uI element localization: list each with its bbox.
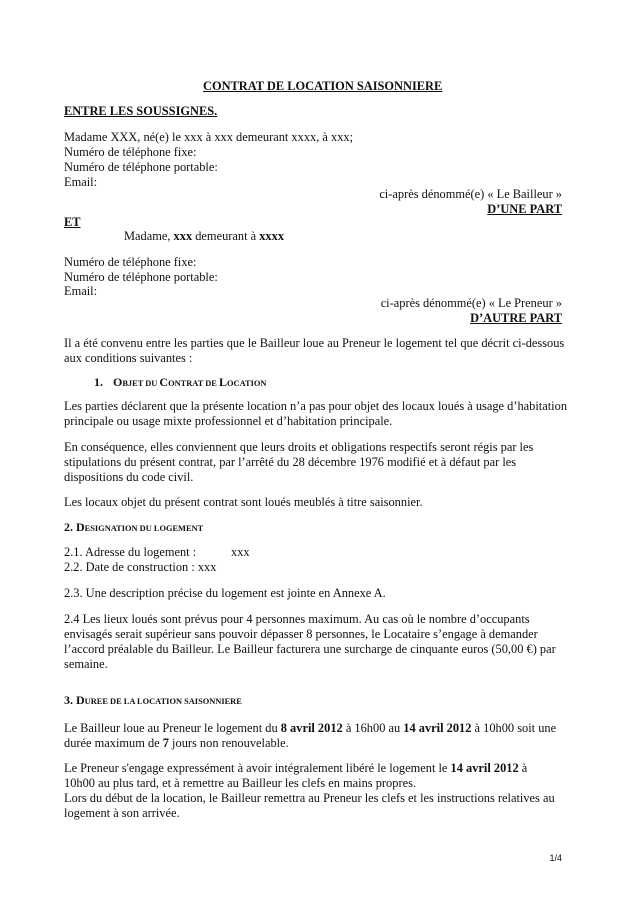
intro-line-1: Il a été convenu entre les parties que le Bailleur loue au Preneur le logement tel que décrit ci-dessous xyxy=(64,336,565,350)
section-3-p2-line-3: Lors du début de la location, le Bailleur remettra au Preneur les clefs et les instructions relatives au xyxy=(64,791,555,805)
preneur-identity xyxy=(124,229,284,244)
section-1-p2-line-3: dispositions du code civil. xyxy=(64,470,194,484)
bailleur-phone-fixed: Numéro de téléphone fixe: xyxy=(64,145,197,159)
preneur-prefix: Madame, xyxy=(124,229,174,243)
bailleur-part: D’UNE PART xyxy=(487,202,562,216)
end-date: 14 avril 2012 xyxy=(403,721,472,735)
section-2-heading: 2. DESIGNATION DU LOGEMENT xyxy=(64,520,204,534)
bailleur-designation: ci-après dénommé(e) « Le Bailleur » xyxy=(379,187,562,201)
section-1-p3: Les locaux objet du présent contrat sont loués meublés à titre saisonnier. xyxy=(64,495,423,509)
preneur-email: Email: xyxy=(64,284,98,298)
duration-days: 7 xyxy=(162,736,169,750)
page-number: 1/4 xyxy=(549,853,562,863)
section-1-number: 1. xyxy=(94,375,103,389)
intro-line-2: aux conditions suivantes : xyxy=(64,351,193,365)
section-2-p4-line-3: l’accord préalable du Bailleur. Le Bailleur facturera une surcharge de cinquante euros (50,00 €) par xyxy=(64,642,556,656)
section-2-p4-line-1: 2.4 Les lieux loués sont prévus pour 4 personnes maximum. Au cas où le nombre d’occupants xyxy=(64,612,530,626)
annexe-note: 2.3. Une description précise du logement est jointe en Annexe A. xyxy=(64,586,386,600)
parties-heading: ENTRE LES SOUSSIGNES. xyxy=(64,104,218,118)
section-3-p1-line-1: Le Bailleur loue au Preneur le logement du 8 avril 2012 à 16h00 au 14 avril 2012 à 10h00 soit une xyxy=(64,721,557,735)
departure-date: 14 avril 2012 xyxy=(450,761,519,775)
bailleur-email: Email: xyxy=(64,175,98,189)
construction-date: 2.2. Date de construction : xxx xyxy=(64,560,217,574)
address-label: 2.1. Adresse du logement : xyxy=(64,545,197,559)
bailleur-identity: Madame XXX, né(e) le xxx à xxx demeurant xxxx, à xxx; xyxy=(64,130,354,144)
preneur-name: xxx xyxy=(173,229,193,243)
section-1-p1-line-2: principale ou usage mixte professionnel et d’habitation principale. xyxy=(64,414,393,428)
bailleur-phone-mobile: Numéro de téléphone portable: xyxy=(64,160,218,174)
section-1-heading: 1. OBJET DU CONTRAT DE LOCATION xyxy=(94,375,267,389)
preneur-mid: demeurant à xyxy=(192,229,260,243)
preneur-phone-fixed: Numéro de téléphone fixe: xyxy=(64,255,197,269)
address-value: xxx xyxy=(231,545,250,559)
preneur-part: D’AUTRE PART xyxy=(470,311,562,325)
section-2-p4-line-4: semaine. xyxy=(64,657,108,671)
contract-title: CONTRAT DE LOCATION SAISONNIERE xyxy=(203,79,443,93)
preneur-designation: ci-après dénommé(e) « Le Preneur » xyxy=(380,296,562,310)
start-date: 8 avril 2012 xyxy=(280,721,343,735)
preneur-city: xxxx xyxy=(259,229,285,243)
section-3-p2-line-4: logement à son arrivée. xyxy=(64,806,180,820)
section-1-p2-line-1: En conséquence, elles conviennent que leurs droits et obligations respectifs seront régis par les xyxy=(64,440,534,454)
section-3-heading: 3. DUREE DE LA LOCATION SAISONNIERE xyxy=(64,693,242,707)
et-separator: ET xyxy=(64,215,81,229)
preneur-phone-mobile: Numéro de téléphone portable: xyxy=(64,270,218,284)
section-2-p4-line-2: envisagés serait supérieur sans pouvoir dépasser 8 personnes, le Locataire s’engage à demander xyxy=(64,627,538,641)
section-3-p2-line-2: 10h00 au plus tard, et à remettre au Bailleur les clefs en mains propres. xyxy=(64,776,416,790)
section-1-p2-line-2: stipulations du présent contrat, par l’arrêté du 28 décembre 1976 modifié et à défaut par les xyxy=(64,455,517,469)
section-3-p2-line-1: Le Preneur s'engage expressément à avoir intégralement libéré le logement le 14 avril 2012 à xyxy=(64,761,528,775)
section-3-p1-line-2: durée maximum de 7 jours non renouvelable. xyxy=(64,736,289,750)
section-1-p1-line-1: Les parties déclarent que la présente location n’a pas pour objet des locaux loués à usage d’habitation xyxy=(64,399,568,413)
